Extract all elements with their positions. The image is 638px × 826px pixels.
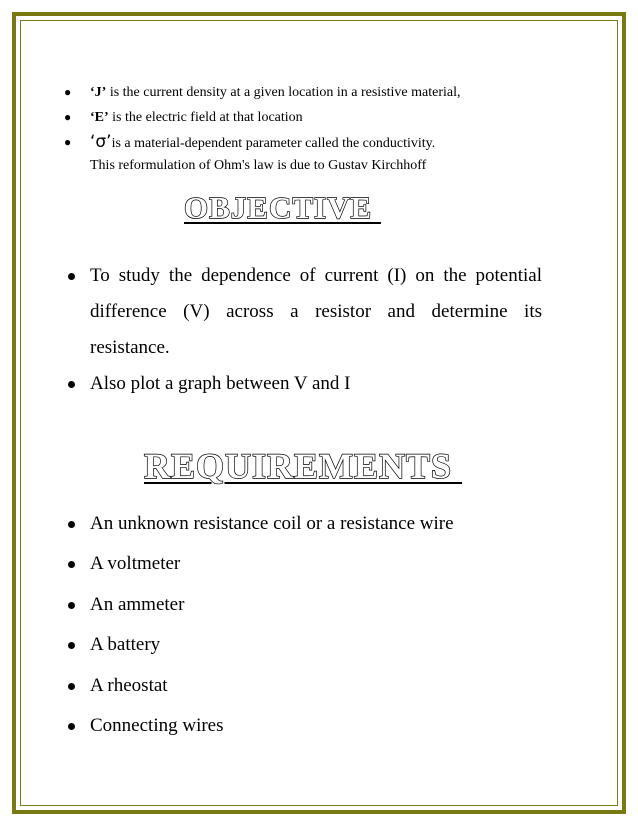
kirchhoff-note: This reformulation of Ohm's law is due to Gustav Kirchhoff bbox=[90, 158, 427, 173]
bullet-icon bbox=[68, 561, 75, 568]
bullet-text: is the current density at a given location in a resistive material, bbox=[106, 85, 461, 100]
requirement-item-text: A rheostat bbox=[90, 674, 168, 696]
bullet-icon bbox=[68, 381, 75, 388]
bullet-icon bbox=[68, 273, 75, 280]
list-item bbox=[62, 368, 542, 400]
bullet-text: is a material-dependent parameter called the conductivity. bbox=[111, 136, 436, 151]
list-item bbox=[62, 590, 542, 630]
bullet-icon: ● bbox=[64, 85, 72, 99]
requirement-item-text: A battery bbox=[90, 634, 161, 656]
list-item bbox=[62, 130, 562, 156]
requirements-list bbox=[62, 509, 542, 751]
list-item bbox=[62, 671, 542, 711]
bullet-text: is the electric field at that location bbox=[108, 110, 303, 125]
list-item bbox=[62, 549, 542, 589]
intro-bullet-list bbox=[62, 80, 562, 156]
bullet-icon bbox=[68, 642, 75, 649]
list-item bbox=[62, 711, 542, 751]
symbol-sigma: ‘σ’ bbox=[90, 132, 112, 152]
list-item bbox=[62, 105, 562, 130]
objective-heading: OBJECTIVE bbox=[184, 190, 381, 225]
requirements-heading: REQUIREMENTS bbox=[144, 446, 463, 486]
list-item bbox=[62, 630, 542, 670]
bullet-icon bbox=[68, 683, 75, 690]
requirement-item-text: An unknown resistance coil or a resistance wire bbox=[90, 513, 454, 534]
objective-item-text: To study the dependence of current (I) on the potential difference (V) across a resistor and determine its resistance. bbox=[90, 265, 542, 358]
objective-item-text: Also plot a graph between V and I bbox=[90, 373, 351, 394]
bullet-icon bbox=[68, 602, 75, 609]
bullet-icon: ● bbox=[64, 135, 72, 149]
requirement-item-text: An ammeter bbox=[90, 593, 185, 615]
bullet-icon bbox=[68, 521, 75, 528]
list-item bbox=[62, 258, 542, 366]
requirement-item-text: A voltmeter bbox=[90, 553, 181, 575]
bullet-icon: ● bbox=[64, 110, 72, 124]
list-item bbox=[62, 509, 542, 549]
symbol-e: ‘E’ bbox=[90, 110, 109, 125]
objective-list bbox=[62, 258, 542, 400]
symbol-j: ‘J’ bbox=[90, 85, 107, 100]
requirement-item-text: Connecting wires bbox=[90, 714, 224, 736]
list-item bbox=[62, 80, 562, 105]
bullet-icon bbox=[68, 723, 75, 730]
